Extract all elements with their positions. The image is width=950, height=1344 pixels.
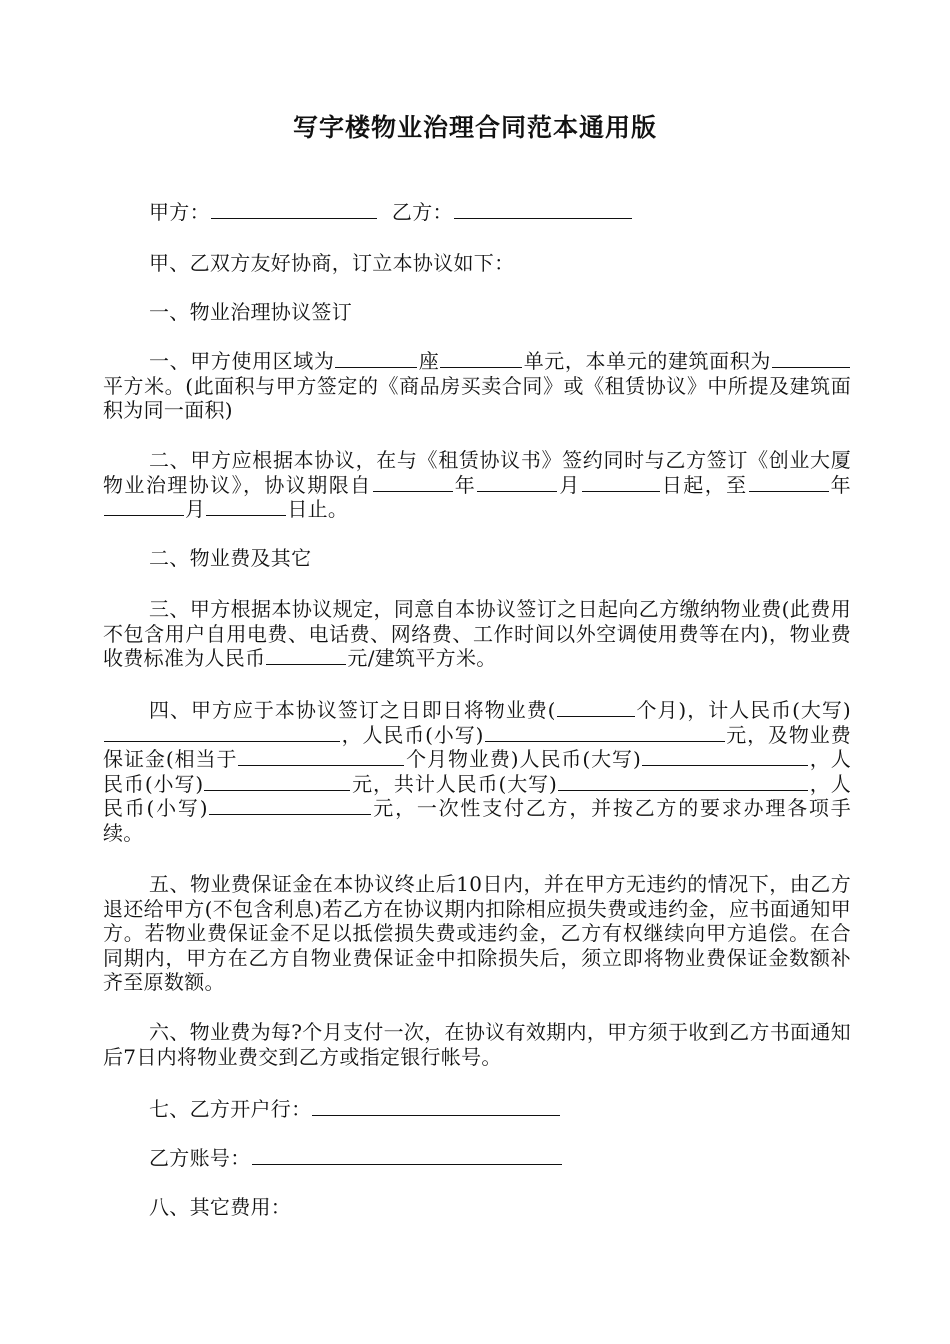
parties-line <box>103 200 851 225</box>
end-year-blank <box>749 473 829 492</box>
total-upper-blank <box>558 772 808 791</box>
year-label: 年 <box>453 472 477 497</box>
month-label: 月 <box>558 472 581 497</box>
clause-4-text-a: 四、甲方应于本协议签订之日即日将物业费( <box>149 698 556 722</box>
fee-rate-blank <box>266 646 346 665</box>
month-label-2: 月 <box>185 497 206 521</box>
clause-1-text-c: 单元，本单元的建筑面积为 <box>523 349 771 373</box>
unit-blank <box>440 349 522 368</box>
area-blank <box>772 349 850 368</box>
bank-blank <box>312 1097 560 1116</box>
clause-3-text-b: 元/建筑平方米。 <box>347 646 497 670</box>
party-b-blank <box>454 200 632 219</box>
day-to-label: 日止。 <box>287 497 349 521</box>
clause-4-text-f: ，人民币(小写) <box>103 747 851 796</box>
clause-5: 五、物业费保证金在本协议终止后10日内，并在甲方无违约的情况下，由乙方退还给甲方(不包含利息)若乙方在协议期内扣除相应损失费或违约金，应书面通知甲方。若物业费保证金不足以抵偿损失费或违约金，乙方有权继续向甲方追偿。在合同期内，甲方在乙方自物业费保证金中扣除损失后，须立即将物业费保证金数额补齐至原数额。 <box>103 872 851 994</box>
section-2-heading: 二、物业费及其它 <box>149 546 312 570</box>
deposit-lower-blank <box>204 772 350 791</box>
intro-text: 甲、乙双方友好协商，订立本协议如下： <box>149 251 515 275</box>
start-month-blank <box>477 473 557 492</box>
clause-4-text-g: 元，共计人民币(大写) <box>351 771 558 796</box>
clause-2-text-a: 二、甲方应根据本协议，在与《租赁协议书》签约同时与乙方签订《创业大厦物业治理协议》，协议期限自 <box>103 448 851 497</box>
end-month-blank <box>104 497 184 516</box>
clause-2 <box>103 448 851 522</box>
clause-1-text-d: 平方米。(此面积与甲方签定的《商品房买卖合同》或《租赁协议》中所提及建筑面积为同一面积) <box>103 373 851 422</box>
clause-4-text-i: 元，一次性支付乙方，并按乙方的要求办理各项手续。 <box>103 796 851 845</box>
bank-label: 七、乙方开户行： <box>149 1097 312 1121</box>
clause-7 <box>103 1097 851 1122</box>
document-title: 写字楼物业治理合同范本通用版 <box>292 113 657 142</box>
building-blank <box>335 349 417 368</box>
account-line <box>103 1146 851 1171</box>
section-1-heading: 一、物业治理协议签订 <box>149 300 352 324</box>
fee-upper-blank <box>104 723 340 742</box>
year-label-2: 年 <box>829 472 851 497</box>
clause-4-text-c: ，人民币(小写) <box>341 722 484 747</box>
clause-8: 八、其它费用： <box>149 1195 292 1219</box>
day-from-label: 日起，至 <box>660 472 748 497</box>
deposit-months-blank <box>238 747 404 766</box>
clause-1-text-b: 座 <box>418 349 440 373</box>
party-b-label: 乙方： <box>391 200 453 224</box>
account-label: 乙方账号： <box>149 1146 251 1170</box>
clause-1-text-a: 一、甲方使用区域为 <box>149 349 335 373</box>
clause-3-text-a: 三、甲方根据本协议规定，同意自本协议签订之日起向乙方缴纳物业费(此费用不包含用户自用电费、电话费、网络费、工作时间以外空调使用费等在内)，物业费收费标准为人民币 <box>103 597 851 670</box>
clause-4 <box>103 698 851 845</box>
deposit-upper-blank <box>642 747 808 766</box>
clause-4-text-b: 个月)，计人民币(大写) <box>635 698 851 722</box>
clause-1 <box>103 349 851 423</box>
start-year-blank <box>373 473 453 492</box>
clause-3 <box>103 597 851 671</box>
account-blank <box>252 1146 562 1165</box>
party-a-label: 甲方： <box>149 200 210 224</box>
start-day-blank <box>582 473 660 492</box>
months-blank <box>557 698 635 717</box>
end-day-blank <box>206 497 286 516</box>
total-lower-blank <box>209 796 371 815</box>
clause-6: 六、物业费为每?个月支付一次，在协议有效期内，甲方须于收到乙方书面通知后7日内将物业费交到乙方或指定银行帐号。 <box>103 1020 851 1069</box>
fee-lower-blank <box>485 723 725 742</box>
party-a-blank <box>211 200 377 219</box>
clause-4-text-h: ，人民币(小写) <box>103 771 852 820</box>
clause-4-text-d: 元，及物业费保证金(相当于 <box>103 722 851 771</box>
clause-4-text-e: 个月物业费)人民币(大写) <box>405 747 642 771</box>
